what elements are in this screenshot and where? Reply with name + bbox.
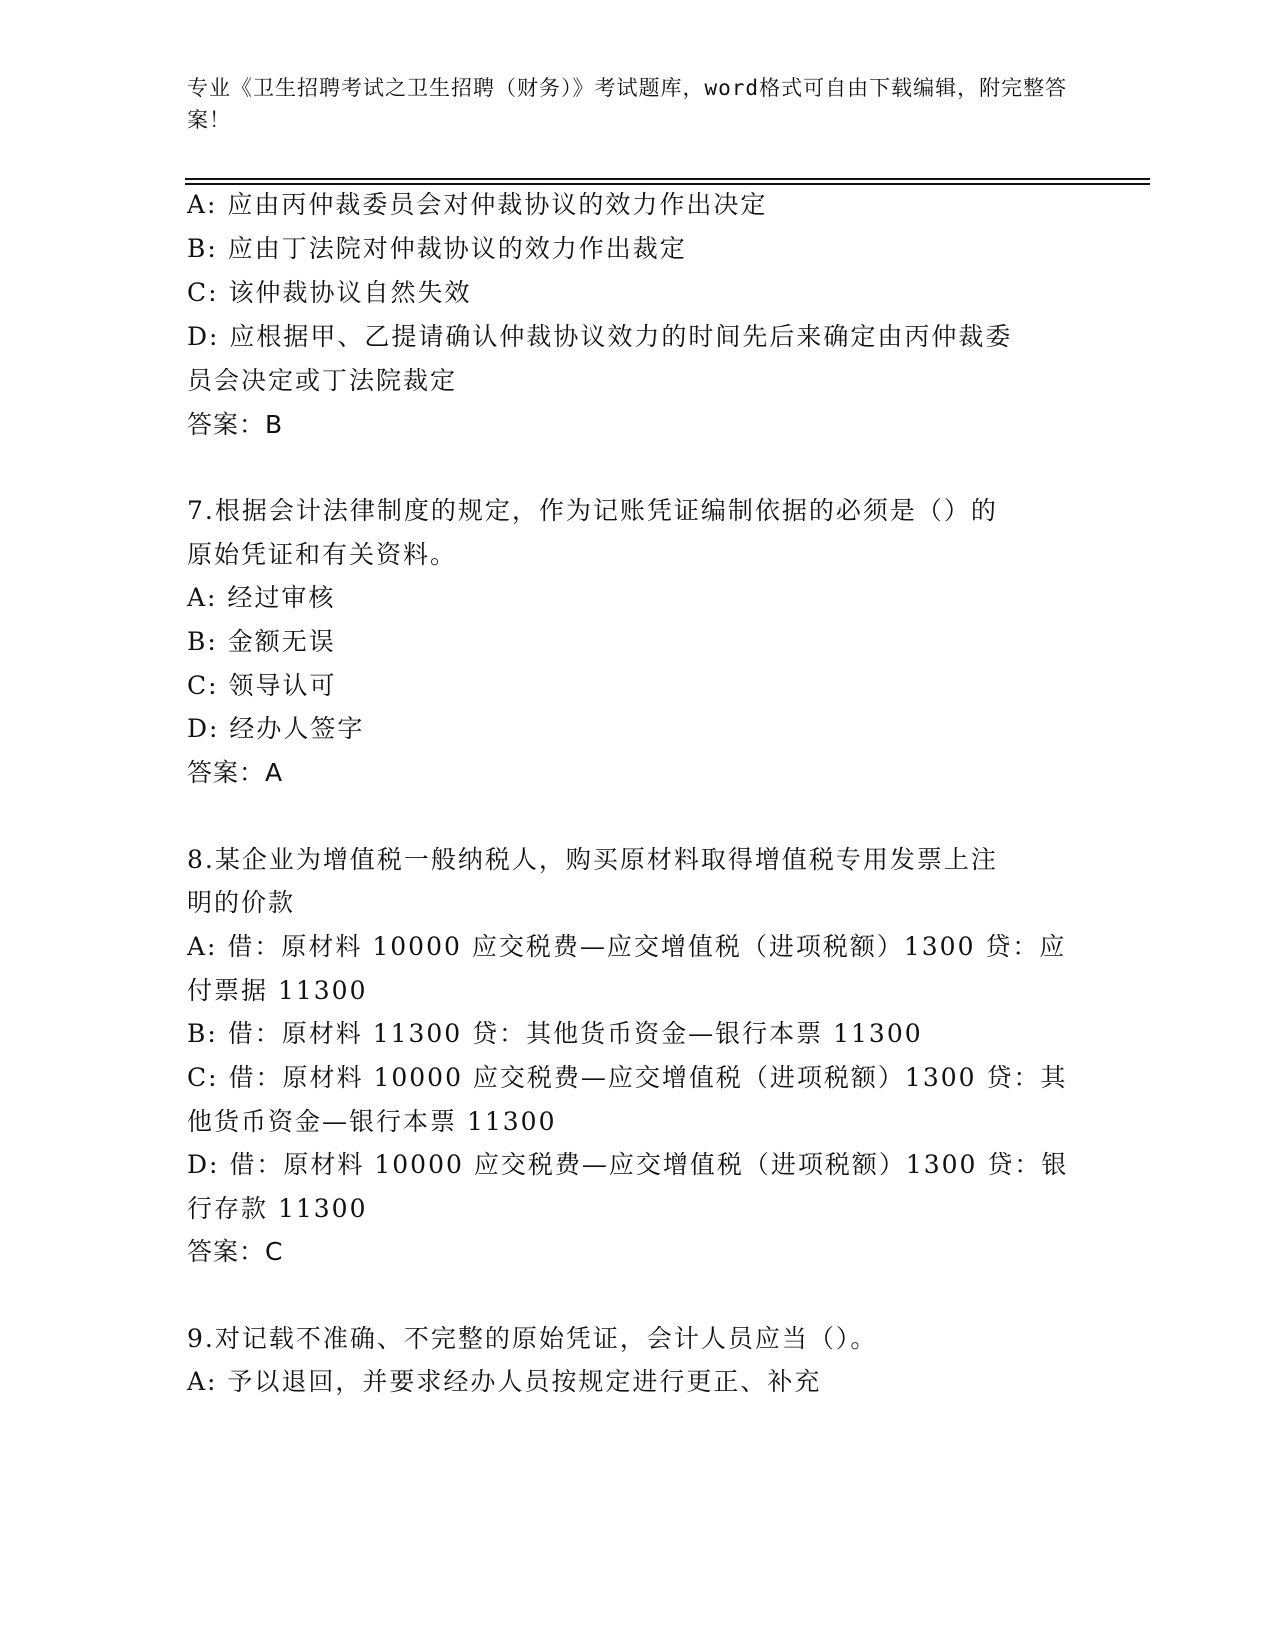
q6-answer: 答案：B [187, 410, 284, 439]
q8-stem-line2: 明的价款 [187, 888, 296, 917]
q8-option-c-line1: C: 借：原材料 10000 应交税费—应交增值税（进项税额）1300 贷：其 [187, 1063, 1068, 1092]
q6-option-c: C: 该仲裁协议自然失效 [187, 278, 472, 307]
q7-option-c: C: 领导认可 [187, 671, 337, 700]
q6-option-a: A: 应由丙仲裁委员会对仲裁协议的效力作出决定 [187, 190, 768, 219]
header-rule-top [185, 178, 1150, 180]
q7-option-b: B: 金额无误 [187, 627, 336, 656]
q8-option-a-line1: A: 借：原材料 10000 应交税费—应交增值税（进项税额）1300 贷：应 [187, 932, 1067, 961]
q8-answer: 答案：C [187, 1237, 284, 1266]
q8-option-a-line2: 付票据 11300 [187, 976, 368, 1005]
q8-option-d-line1: D: 借：原材料 10000 应交税费—应交增值税（进项税额）1300 贷：银 [187, 1150, 1069, 1179]
q8-option-b: B: 借：原材料 11300 贷：其他货币资金—银行本票 11300 [187, 1019, 923, 1048]
q7-option-a: A: 经过审核 [187, 583, 336, 612]
q9-option-a: A: 予以退回，并要求经办人员按规定进行更正、补充 [187, 1367, 822, 1396]
q7-option-d: D: 经办人签字 [187, 714, 365, 743]
document-header [187, 72, 1077, 136]
q6-option-d-line1: D: 应根据甲、乙提请确认仲裁协议效力的时间先后来确定由丙仲裁委 [187, 322, 1013, 351]
q7-stem-line1: 7.根据会计法律制度的规定，作为记账凭证编制依据的必须是（）的 [187, 496, 998, 525]
q8-stem-line1: 8.某企业为增值税一般纳税人，购买原材料取得增值税专用发票上注 [187, 845, 998, 874]
q8-option-d-line2: 行存款 11300 [187, 1194, 368, 1223]
header-title: 专业《卫生招聘考试之卫生招聘（财务）》考试题库，word格式可自由下载编辑，附完整答案！ [187, 76, 1068, 132]
q6-option-b: B: 应由丁法院对仲裁协议的效力作出裁定 [187, 234, 687, 263]
q8-option-c-line2: 他货币资金—银行本票 11300 [187, 1107, 557, 1136]
q9-stem: 9.对记载不准确、不完整的原始凭证，会计人员应当（）。 [187, 1324, 878, 1353]
q6-option-d-line2: 员会决定或丁法院裁定 [187, 366, 458, 395]
q7-answer: 答案：A [187, 758, 284, 787]
q7-stem-line2: 原始凭证和有关资料。 [187, 540, 458, 569]
